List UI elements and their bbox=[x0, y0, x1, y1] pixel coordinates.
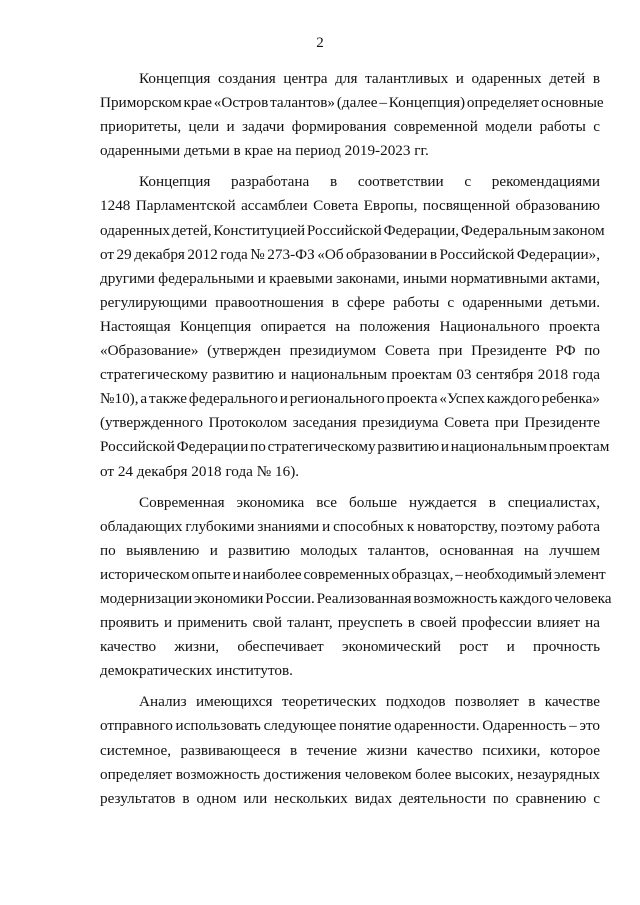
page-number: 2 bbox=[316, 35, 324, 51]
text-line: определяет возможность достижения человеком более высоких, незаурядных bbox=[100, 765, 600, 783]
text-line: качество жизни, обеспечивает экономический рост и прочность bbox=[100, 638, 600, 656]
paragraph-legal-basis bbox=[100, 170, 610, 483]
text-line: Анализ имеющихся теоретических подходов позволяет в качестве bbox=[139, 693, 600, 711]
text-line: историческом опыте и наиболее современных образцах, – необходимый элемент bbox=[100, 565, 606, 583]
text-line: по выявлению и развитию молодых талантов, основанная на лучшем bbox=[100, 541, 600, 559]
text-line: Концепция создания центра для талантливых и одаренных детей в bbox=[139, 70, 600, 87]
text-line: другими федеральными и краевыми законами, иными нормативными актами, bbox=[100, 269, 600, 287]
text-line: Приморском крае «Остров талантов» (далее – Концепция) определяет основные bbox=[100, 94, 604, 112]
text-line: Российской Федерации по стратегическому развитию и национальным проектам bbox=[100, 438, 610, 456]
paragraph-giftedness-definition bbox=[100, 690, 600, 810]
text-line: одаренных детей, Конституцией Российской Федерации, Федеральным законом bbox=[100, 221, 605, 239]
text-line: «Образование» (утвержден президиумом Совета при Президенте РФ по bbox=[100, 342, 600, 360]
text-line: результатов в одном или нескольких видах деятельности по сравнению с bbox=[100, 789, 600, 807]
text-line: отправного использовать следующее понятие одаренности. Одаренность – это bbox=[100, 717, 600, 735]
text-line: (утвержденного Протоколом заседания президиума Совета при Президенте bbox=[100, 414, 600, 432]
text-line: №10), а также федерального и регионального проекта «Успех каждого ребенка» bbox=[100, 390, 600, 408]
text-line: проявить и применить свой талант, преуспеть в своей профессии влияет на bbox=[100, 614, 600, 632]
text-line: 1248 Парламентской ассамблеи Совета Европы, посвященной образованию bbox=[100, 197, 600, 215]
text-line: приоритеты, цели и задачи формирования современной модели работы с bbox=[100, 118, 600, 136]
text-line: обладающих глубокими знаниями и способных к новаторству, поэтому работа bbox=[100, 517, 600, 535]
text-line: системное, развивающееся в течение жизни качество психики, которое bbox=[100, 741, 600, 759]
text-line: модернизации экономики России. Реализованная возможность каждого человека bbox=[100, 589, 612, 607]
text-line: Настоящая Концепция опирается на положения Национального проекта bbox=[100, 317, 600, 335]
text-line: Концепция разработана в соответствии с рекомендациями bbox=[139, 173, 600, 191]
text-line: демократических институтов. bbox=[100, 662, 293, 680]
text-line: от 24 декабря 2018 года № 16). bbox=[100, 462, 300, 480]
text-line: регулирующими правоотношения в сфере работы с одаренными детьми. bbox=[100, 293, 600, 311]
paragraph-economy bbox=[100, 491, 612, 684]
text-line: от 29 декабря 2012 года № 273-ФЗ «Об образовании в Российской Федерации», bbox=[100, 245, 600, 263]
document-body bbox=[100, 67, 612, 811]
text-line: Современная экономика все больше нуждается в специалистах, bbox=[139, 493, 600, 511]
paragraph-concept-intro bbox=[100, 67, 604, 163]
text-line: одаренными детьми в крае на период 2019-2023 гг. bbox=[100, 142, 429, 160]
text-line: стратегическому развитию и национальным проектам 03 сентября 2018 года bbox=[100, 366, 600, 384]
